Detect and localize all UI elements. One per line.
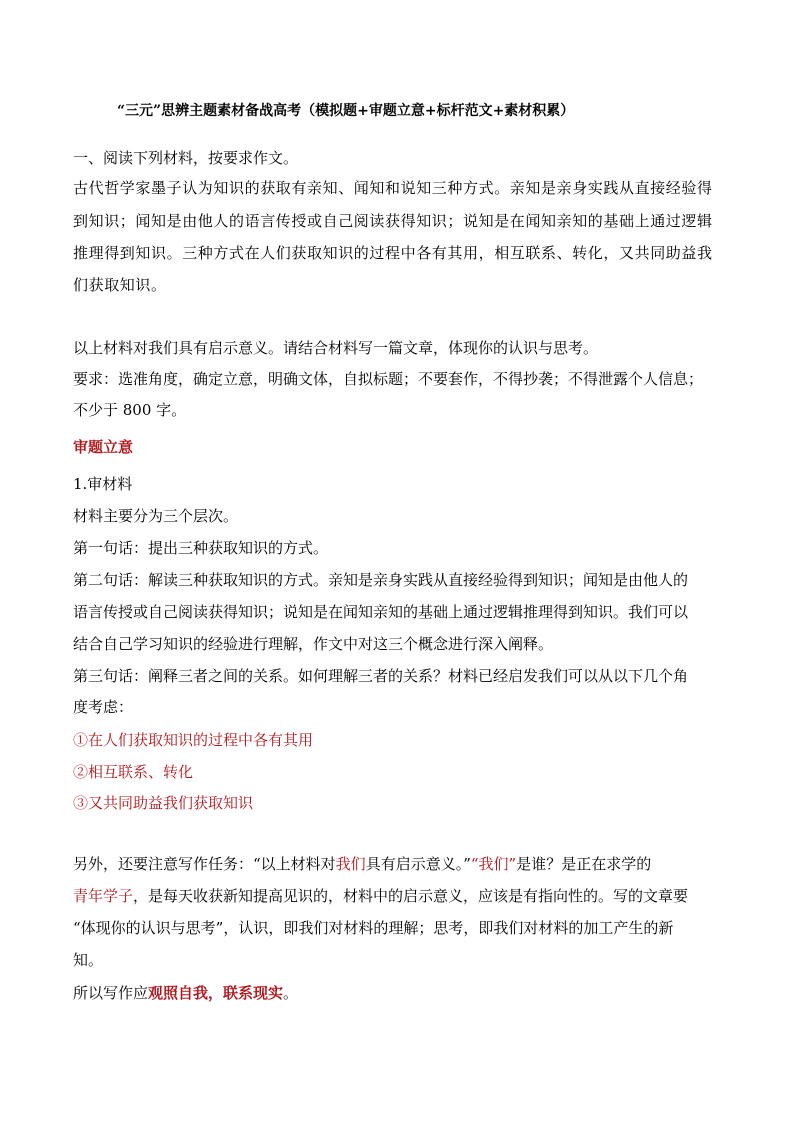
sentence-3-line-2: 度考虑： [73,698,134,716]
section-heading: 审题立意 [73,438,134,456]
task-text: ，是每天收获新知提高见识的，材料中的启示意义，应该是有指向性的。写的文章要 [133,887,689,905]
conclusion-text: 所以写作应 [73,984,149,1002]
highlight-youth: 青年学子 [73,887,134,905]
conclusion-line [73,983,298,1003]
sentence-2-line-1: 第二句话：解读三种获取知识的方式。亲知是亲身实践从直接经验得到知识；闻知是由他人的 [73,571,689,589]
highlight-women: 我们 [335,855,366,873]
requirements-line-1: 要求：选准角度，确定立意，明确文体，自拟标题；不要套作，不得抄袭；不得泄露个人信息； [73,370,704,388]
task-text: 是谁？是正在求学的 [516,855,652,873]
document-title: “三元”思辨主题素材备战高考（模拟题+审题立意+标杆范文+素材积累） [117,103,575,119]
sentence-3-line-1: 第三句话：阐释三者之间的关系。如何理解三者的关系？材料已经启发我们可以从以下几个角 [73,667,689,685]
material-line-3: 推理得到知识。三种方式在人们获取知识的过程中各有其用，相互联系、转化，又共同助益我 [73,244,713,262]
question-heading: 一、阅读下列材料，按要求作文。 [73,149,299,167]
task-text: 另外，还要注意写作任务：“以上材料对 [73,855,336,873]
task-line-1 [73,854,651,874]
material-line-2: 到知识；闻知是由他人的语言传授或自己阅读获得知识；说知是在闻知亲知的基础上通过逻辑 [73,212,713,230]
highlight-quoted-women: “我们” [470,855,517,873]
point-3: ③又共同助益我们获取知识 [73,794,254,812]
requirements-line-2: 不少于 800 字。 [73,401,187,419]
material-line-4: 们获取知识。 [73,276,167,294]
subheading-1: 1.审材料 [73,475,133,493]
paragraph-levels: 材料主要分为三个层次。 [73,507,239,525]
sentence-2-line-3: 结合自己学习知识的经验进行理解，作文中对这三个概念进行深入阐释。 [73,635,554,653]
point-1: ①在人们获取知识的过程中各有其用 [73,731,314,749]
highlight-conclusion: 观照自我，联系现实 [148,984,284,1002]
point-2: ②相互联系、转化 [73,763,194,781]
conclusion-text: 。 [283,984,299,1002]
task-line-4: 知。 [73,951,104,969]
writing-prompt: 以上材料对我们具有启示意义。请结合材料写一篇文章，体现你的认识与思考。 [73,339,599,357]
task-line-3: “体现你的认识与思考”，认识，即我们对材料的理解；思考，即我们对材料的加工产生的新 [73,919,674,937]
sentence-2-line-2: 语言传授或自己阅读获得知识；说知是在闻知亲知的基础上通过逻辑推理得到知识。我们可以 [73,603,689,621]
sentence-1: 第一句话：提出三种获取知识的方式。 [73,539,329,557]
material-line-1: 古代哲学家墨子认为知识的获取有亲知、闻知和说知三种方式。亲知是亲身实践从直接经验得 [73,179,713,197]
task-text: 具有启示意义。” [365,855,471,873]
task-line-2 [73,886,688,906]
